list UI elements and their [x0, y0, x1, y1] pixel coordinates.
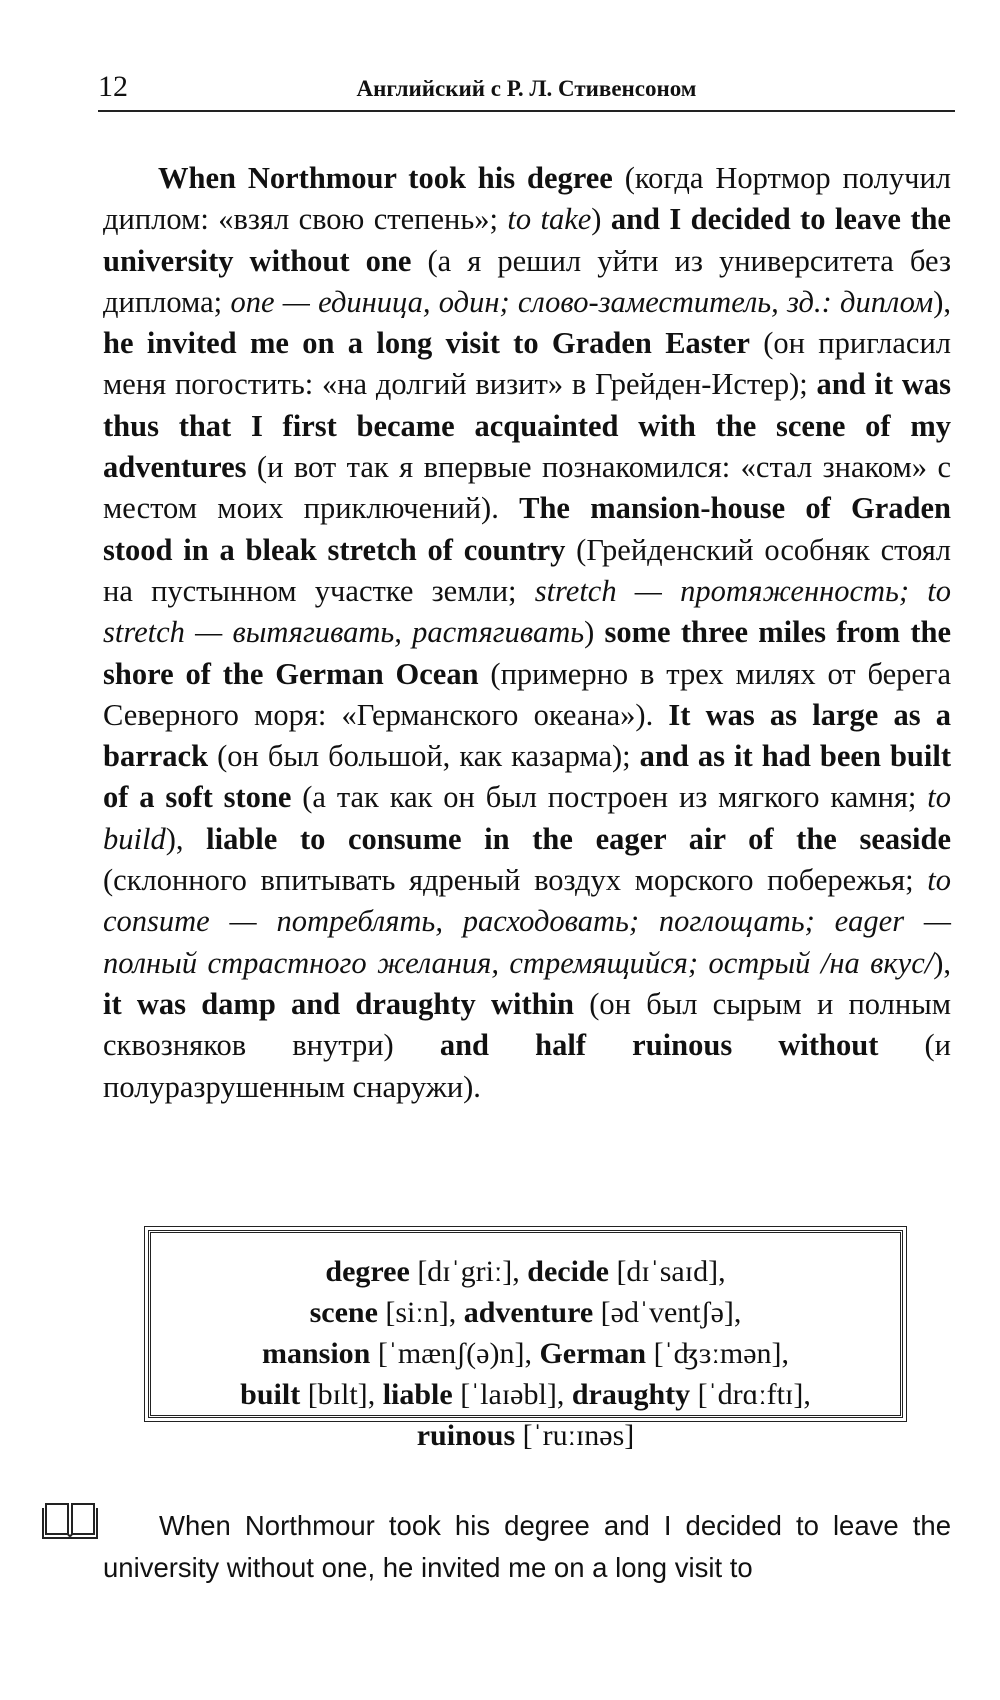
- english-phrase: some three miles from the shore of the German Ocean: [103, 615, 951, 691]
- italic-gloss: one — единица, один; слово-заместитель, зд.: диплом: [230, 284, 934, 319]
- russian-translation: ): [591, 202, 611, 237]
- phonetic-transcription: [dɪˈgriː]: [417, 1255, 513, 1288]
- phonetic-word: mansion: [261, 1337, 371, 1370]
- russian-translation: (склонного впитывать ядреный воздух морского побережья;: [103, 863, 928, 898]
- separator: ,: [448, 1296, 464, 1329]
- phonetic-word: built: [240, 1378, 301, 1411]
- pronunciation-list: [151, 1251, 900, 1456]
- phonetic-word: liable: [382, 1378, 453, 1411]
- english-phrase: The mansion-house of Graden stood in a bleak stretch of country: [103, 491, 952, 567]
- separator: ,: [803, 1378, 811, 1411]
- phonetic-transcription: [siːn]: [385, 1296, 449, 1329]
- english-phrase: and half ruinous without: [439, 1028, 879, 1063]
- english-phrase: liable to consume in the eager air of the seaside: [206, 821, 951, 856]
- page-number: 12: [98, 70, 128, 103]
- russian-translation: (и вот так я впервые познакомился: «стал знаком» с местом моих приключений).: [103, 450, 951, 526]
- italic-gloss: to build: [103, 780, 951, 856]
- paragraph-text: [103, 158, 951, 1108]
- russian-translation: ),: [165, 821, 207, 856]
- english-phrase: and it was thus that I first became acquainted with the scene of my adventures: [103, 367, 951, 485]
- phonetic-transcription: [ˈruːɪnəs]: [522, 1419, 635, 1452]
- reading-text: When Northmour took his degree and I decided to leave the university without one, he invited me on a long visit to: [103, 1510, 951, 1583]
- english-phrase: he invited me on a long visit to Graden Easter: [103, 326, 750, 361]
- russian-translation: (а так как он был построен из мягкого камня;: [291, 780, 928, 815]
- english-phrase: and I decided to leave the university without one: [103, 202, 951, 278]
- phonetic-word: scene: [309, 1296, 378, 1329]
- russian-translation: ),: [933, 945, 951, 980]
- italic-gloss: to consume — потреблять, расходовать; поглощать; eager — полный страстного желания, стремящийся; острый /на вкус/: [103, 863, 951, 980]
- separator: ,: [367, 1378, 383, 1411]
- phonetic-transcription: [bɪlt]: [307, 1378, 368, 1411]
- english-phrase: and as it had been built of a soft stone: [103, 739, 951, 815]
- phonetic-transcription: [ˈʤɜːmən]: [653, 1337, 782, 1370]
- reading-passage: [103, 1505, 951, 1588]
- annotated-paragraph: [103, 158, 951, 1108]
- pronunciation-box: [148, 1230, 903, 1452]
- open-book-icon: [42, 1498, 98, 1540]
- separator: ,: [556, 1378, 572, 1411]
- phonetic-transcription: [dɪˈsaɪd]: [616, 1255, 719, 1288]
- phonetic-word: ruinous: [416, 1419, 516, 1452]
- separator: ,: [512, 1255, 528, 1288]
- russian-translation: ): [584, 615, 605, 650]
- phonetic-transcription: [ˈdrɑːftɪ]: [697, 1378, 804, 1411]
- russian-translation: (он был сырым и полным сквозняков внутри): [103, 986, 951, 1063]
- separator: ,: [524, 1337, 540, 1370]
- separator: ,: [718, 1255, 726, 1288]
- phonetic-transcription: [ˈlaɪəbl]: [460, 1378, 557, 1411]
- phonetic-word: German: [539, 1337, 647, 1370]
- separator: ,: [781, 1337, 790, 1370]
- russian-translation: (он был большой, как казарма);: [208, 739, 640, 774]
- russian-translation: (Грейденский особняк стоял на пустынном участке земли;: [103, 532, 951, 608]
- russian-translation: (а я решил уйти из университета без диплома;: [103, 243, 951, 319]
- page-header: [98, 68, 955, 112]
- italic-gloss: stretch — протяженность; to stretch — вытягивать, растягивать: [103, 573, 951, 650]
- phonetic-word: draughty: [571, 1378, 691, 1411]
- russian-translation: (примерно в трех милях от берега Северного моря: «Германского океана»).: [103, 656, 951, 732]
- english-phrase: It was as large as a barrack: [103, 697, 951, 774]
- english-phrase: When Northmour took his degree: [158, 161, 613, 195]
- russian-translation: (и полуразрушенным снаружи).: [103, 1028, 951, 1104]
- italic-gloss: to take: [507, 202, 592, 237]
- phonetic-transcription: [ədˈventʃə]: [600, 1296, 734, 1329]
- russian-translation: (когда Нортмор получил диплом: «взял свою степень»;: [103, 161, 951, 237]
- phonetic-word: adventure: [463, 1296, 594, 1329]
- phonetic-transcription: [ˈmænʃ(ə)n]: [377, 1337, 525, 1370]
- russian-translation: ),: [933, 284, 952, 319]
- separator: ,: [733, 1296, 742, 1329]
- phonetic-word: decide: [527, 1255, 609, 1288]
- english-phrase: it was damp and draughty within: [103, 986, 575, 1021]
- running-head: Английский с Р. Л. Стивенсоном: [356, 76, 697, 101]
- russian-translation: (он пригласил меня погостить: «на долгий визит» в Грейден-Истер);: [103, 326, 951, 402]
- phonetic-word: degree: [325, 1255, 410, 1288]
